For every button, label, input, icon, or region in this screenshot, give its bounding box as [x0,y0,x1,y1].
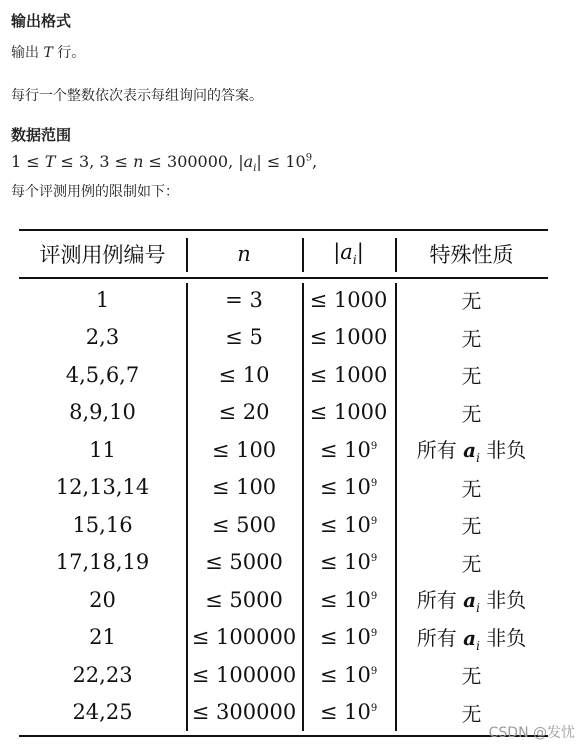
ai-limit-cell: ≤ 1000 [309,325,388,350]
n-limit-cell: ≤ 20 [218,400,270,425]
case-ids-cell: 1 [95,287,110,312]
case-ids-cell: 15,16 [72,512,133,537]
limits-intro: 每个评测用例的限制如下： [11,184,179,200]
special-property-cell: 无 [461,514,482,539]
case-ids-cell: 11 [89,437,116,462]
special-property-cell: 所有 $a_i$ 非负 [416,438,527,466]
case-ids-cell: 2,3 [85,325,120,350]
n-limit-cell: = 3 [225,287,263,312]
n-limit-cell: ≤ 100000 [191,625,297,650]
output-format-line2: 每行一个整数依次表示每组询问的答案。 [11,88,263,104]
special-property-cell: 无 [461,401,482,426]
table-row [19,394,548,432]
ai-limit-cell: ≤ 1000 [309,362,388,387]
case-ids-cell: 22,23 [72,662,133,687]
case-ids-cell: 21 [89,625,116,650]
table-row [19,694,548,732]
case-ids-cell: 20 [89,587,116,612]
table-row [19,656,548,694]
n-limit-cell: ≤ 10 [218,362,270,387]
output-format-heading: 输出格式 [11,12,72,30]
special-property-cell: 无 [461,551,482,576]
table-row [19,469,548,507]
table-row [19,431,548,469]
ai-limit-cell: ≤ 1000 [309,287,388,312]
case-ids-cell: 17,18,19 [55,550,150,575]
ai-limit-cell: ≤ $10^9$ [319,475,378,500]
special-property-cell: 所有 $a_i$ 非负 [416,625,527,653]
table-bottom-rule [19,735,548,737]
header-n: n [237,242,251,266]
csdn-watermark: CSDN @发忧 [488,725,575,741]
table-row [19,281,548,319]
special-property-cell: 无 [461,664,482,689]
table-header-row [19,231,548,277]
n-limit-cell: ≤ 5000 [205,550,283,575]
n-limit-cell: ≤ 500 [211,512,277,537]
case-ids-cell: 24,25 [72,700,133,725]
n-limit-cell: ≤ 300000 [191,700,297,725]
constraint-formula: 1 ≤ T ≤ 3, 3 ≤ n ≤ 300000, $|a_i| \le 10^9$, [11,152,318,175]
n-limit-cell: ≤ 5 [225,325,263,350]
table-row [19,356,548,394]
table-row [19,544,548,582]
table-row [19,506,548,544]
header-case-ids: 评测用例编号 [39,243,166,267]
output-format-line1: 输出 T 行。 [11,45,86,61]
ai-limit-cell: ≤ $10^9$ [319,662,378,687]
header-special-property: 特殊性质 [429,243,514,267]
case-ids-cell: 4,5,6,7 [65,362,140,387]
ai-limit-cell: ≤ 1000 [309,400,388,425]
ai-limit-cell: ≤ $10^9$ [319,700,378,725]
special-property-cell: 无 [461,289,482,314]
n-limit-cell: ≤ 100000 [191,662,297,687]
data-range-heading: 数据范围 [11,126,72,144]
special-property-cell: 所有 $a_i$ 非负 [416,588,527,616]
ai-limit-cell: ≤ $10^9$ [319,625,378,650]
table-row [19,581,548,619]
case-ids-cell: 12,13,14 [55,475,150,500]
n-limit-cell: ≤ 100 [211,475,277,500]
special-property-cell: 无 [461,364,482,389]
table-row [19,319,548,357]
ai-limit-cell: ≤ $10^9$ [319,550,378,575]
ai-limit-cell: ≤ $10^9$ [319,587,378,612]
n-limit-cell: ≤ 5000 [205,587,283,612]
special-property-cell: 无 [461,476,482,501]
ai-limit-cell: ≤ $10^9$ [319,512,378,537]
header-abs-ai: $|a_i|$ [333,240,364,268]
ai-limit-cell: ≤ $10^9$ [319,437,378,462]
special-property-cell: 无 [461,701,482,726]
special-property-cell: 无 [461,326,482,351]
n-limit-cell: ≤ 100 [211,437,277,462]
table-header-rule [19,277,548,279]
case-ids-cell: 8,9,10 [69,400,136,425]
table-row [19,619,548,657]
